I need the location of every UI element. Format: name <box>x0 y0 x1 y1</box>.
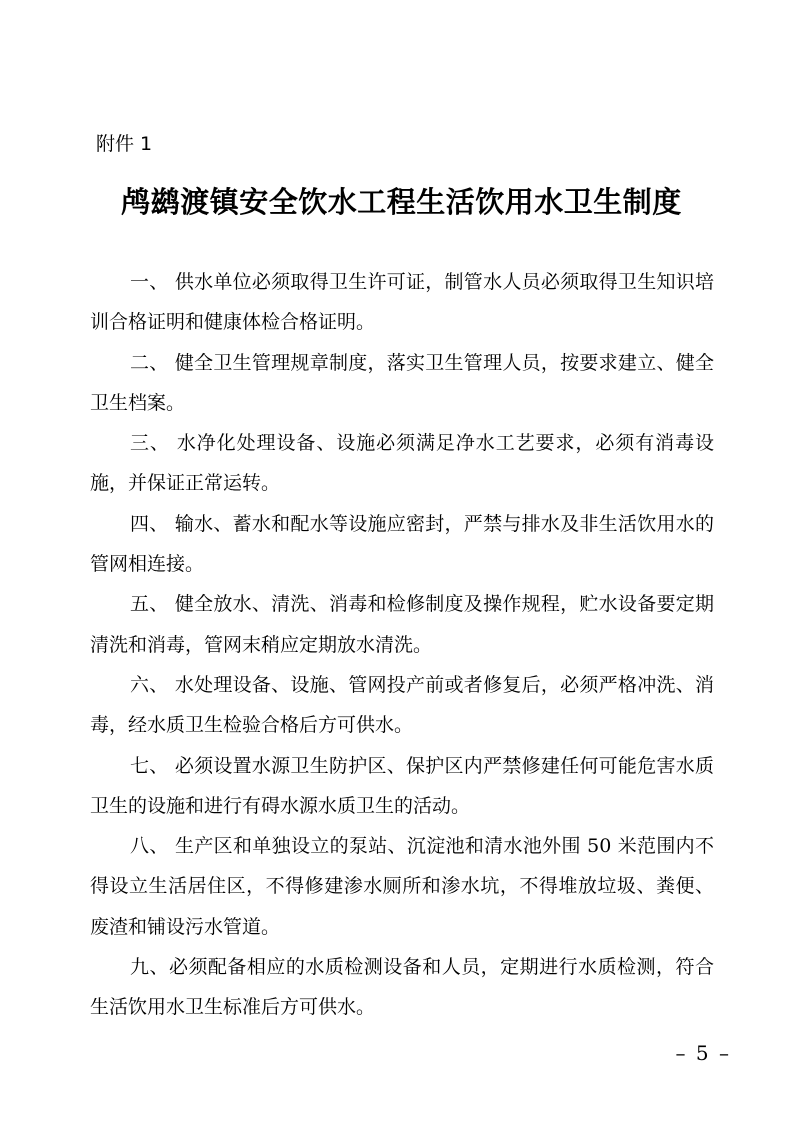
document-body <box>90 262 714 1028</box>
regulation-item-9: 九、必须配备相应的水质检测设备和人员，定期进行水质检测，符合生活饮用水卫生标准后方可供水。 <box>90 956 714 1019</box>
regulation-item-2: 二、 健全卫生管理规章制度，落实卫生管理人员，按要求建立、健全卫生档案。 <box>90 351 714 414</box>
regulation-item-7: 七、 必须设置水源卫生防护区、保护区内严禁修建任何可能危害水质卫生的设施和进行有碍水源水质卫生的活动。 <box>90 754 714 817</box>
regulation-item-5: 五、 健全放水、清洗、消毒和检修制度及操作规程，贮水设备要定期清洗和消毒，管网末稍应定期放水清洗。 <box>90 593 714 656</box>
attachment-label: 附件 1 <box>96 133 153 155</box>
document-title: 鸬鹚渡镇安全饮水工程生活饮用水卫生制度 <box>121 185 682 219</box>
page-number: – 5 – <box>675 1041 731 1065</box>
regulation-item-4: 四、 输水、蓄水和配水等设施应密封，严禁与排水及非生活饮用水的管网相连接。 <box>90 512 714 576</box>
regulation-item-3: 三、 水净化处理设备、设施必须满足净水工艺要求，必须有消毒设施，并保证正常运转。 <box>90 432 714 495</box>
regulation-item-8: 八、 生产区和单独设立的泵站、沉淀池和清水池外围 50 米范围内不得设立生活居住区，不得修建渗水厕所和渗水坑，不得堆放垃圾、粪便、废渣和铺设污水管道。 <box>90 835 714 938</box>
regulation-item-1: 一、 供水单位必须取得卫生许可证，制管水人员必须取得卫生知识培训合格证明和健康体检合格证明。 <box>90 271 714 334</box>
regulation-item-6: 六、 水处理设备、设施、管网投产前或者修复后，必须严格冲洗、消毒，经水质卫生检验合格后方可供水。 <box>90 673 714 737</box>
